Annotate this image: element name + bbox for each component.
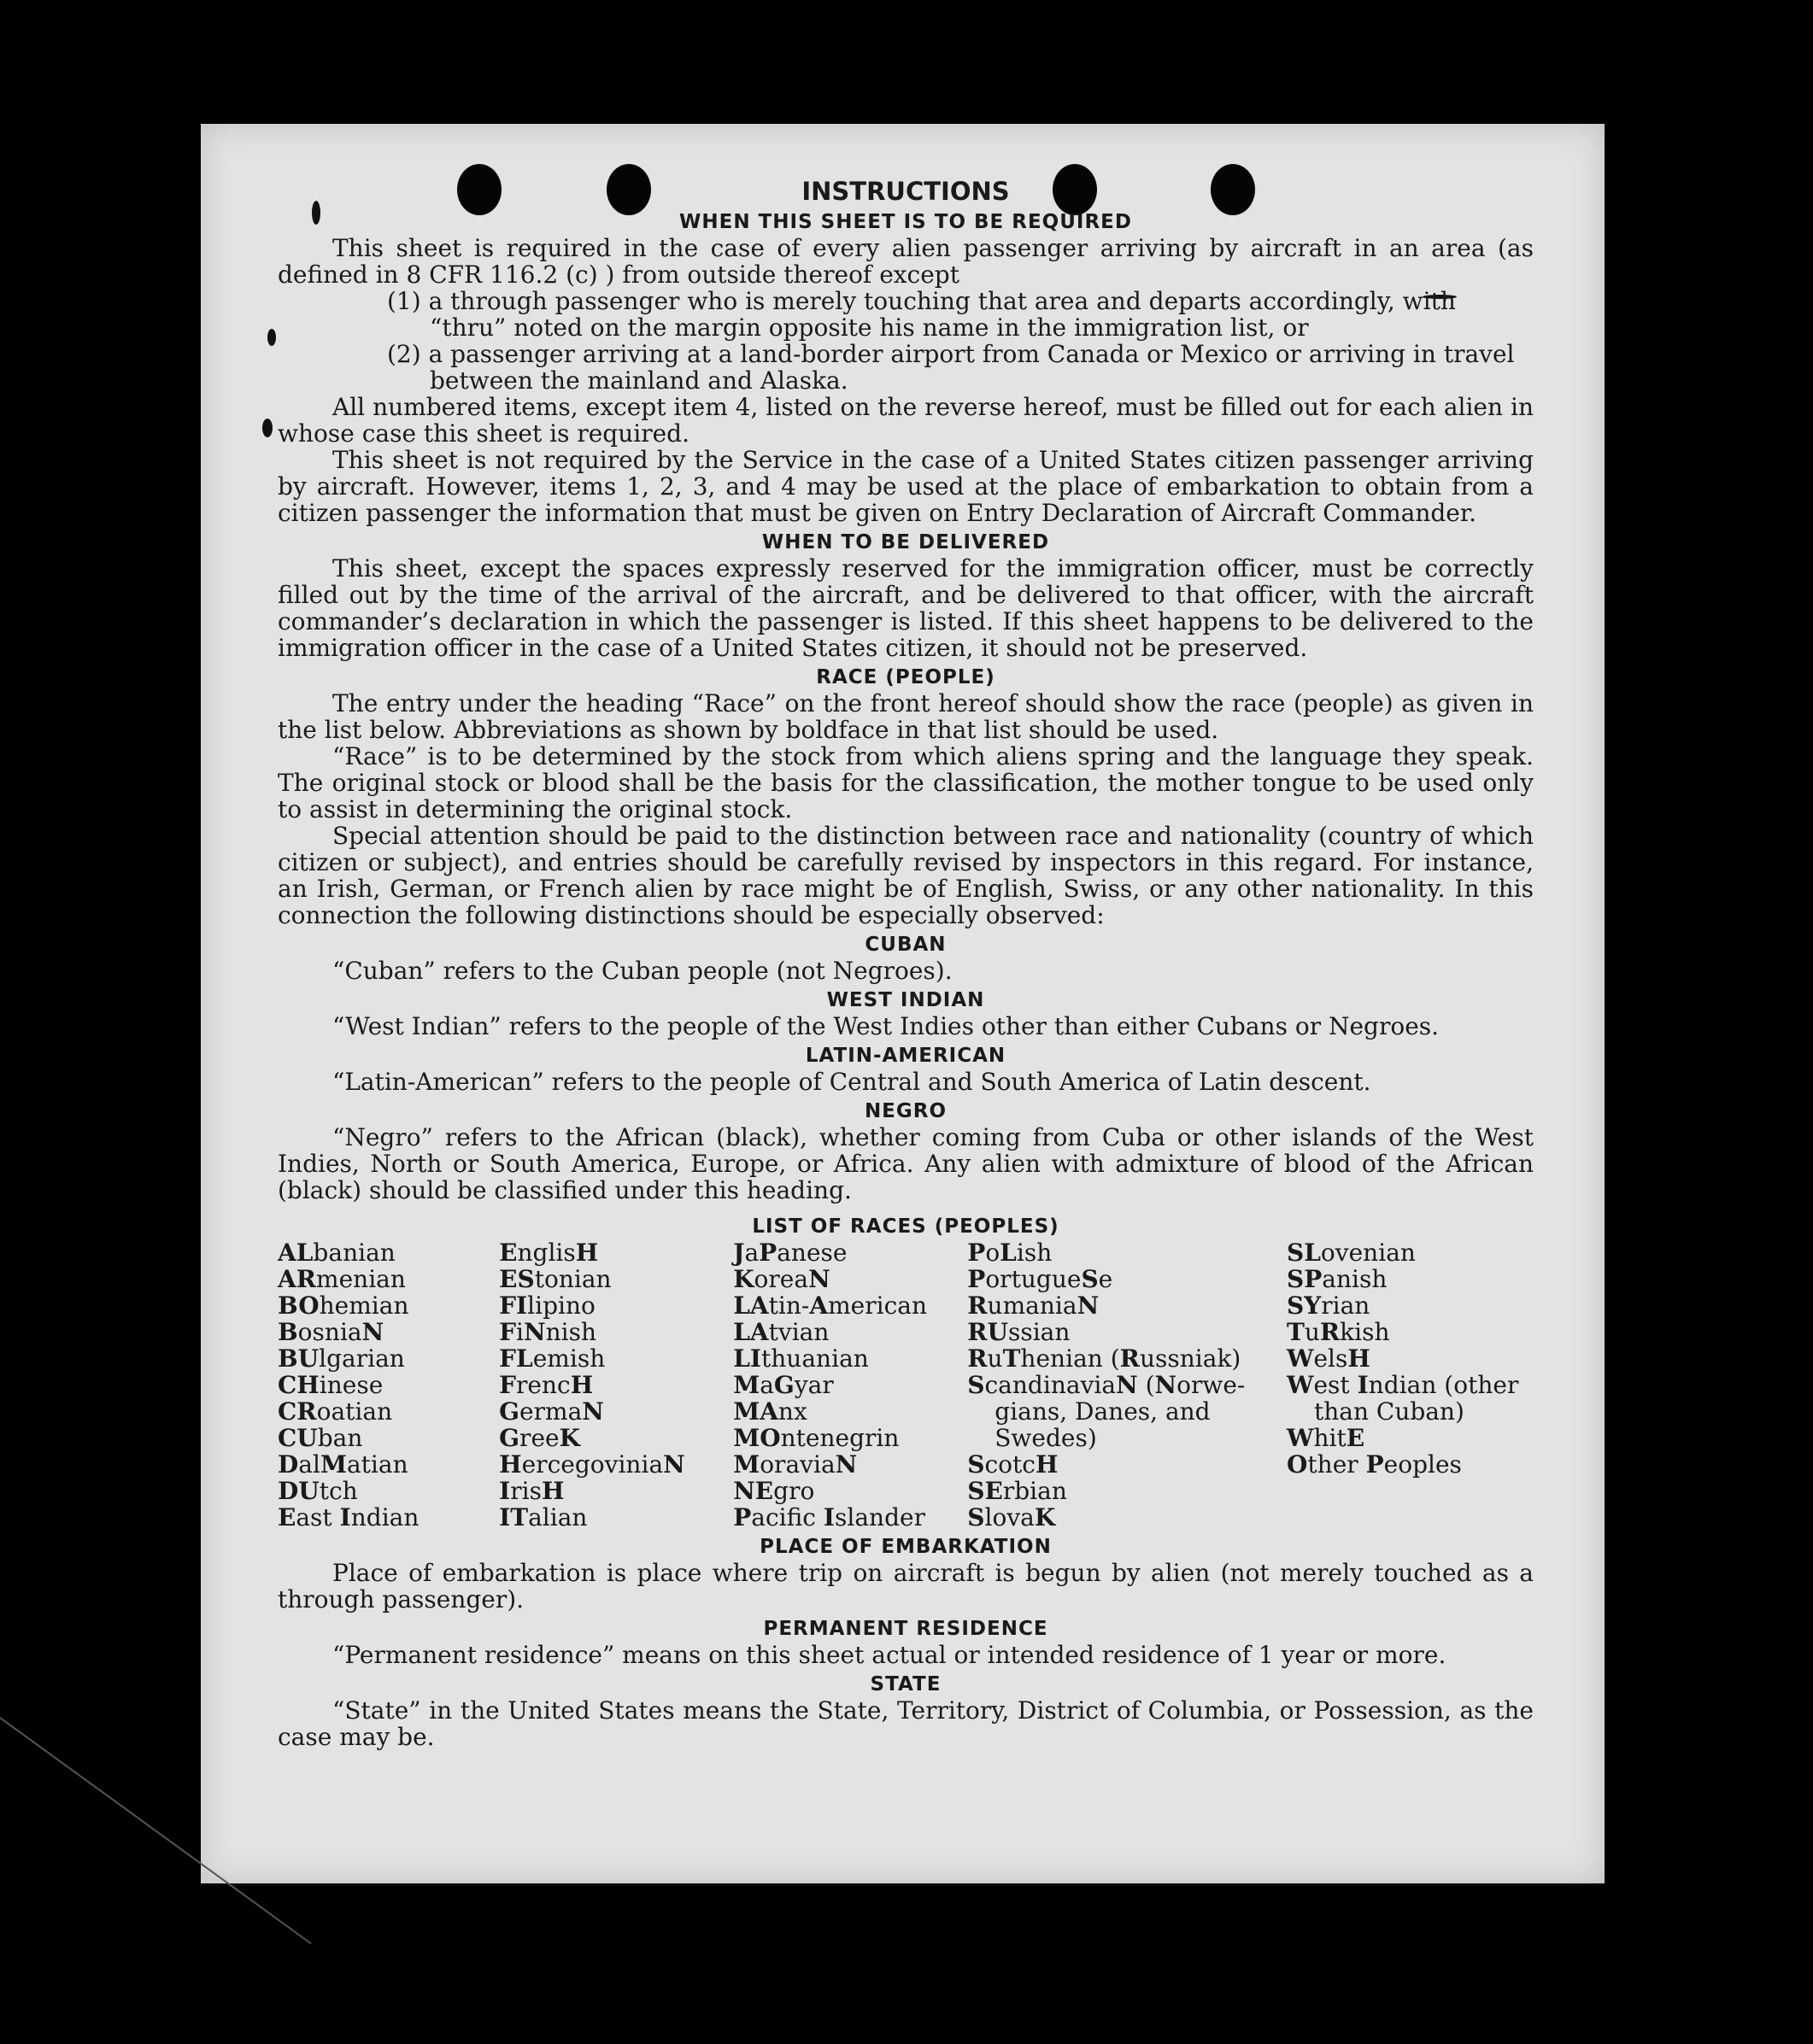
list-item: (1) a through passenger who is merely touching that area and departs accordingly, with “thru” noted on the margin opposite his name in the immigration list, or — [387, 287, 1456, 342]
race-entry: BUlgarian — [278, 1344, 405, 1373]
section-heading-race: RACE (PEOPLE) — [816, 666, 995, 688]
race-entry: BosniaN — [278, 1318, 384, 1346]
race-entry: Other Peoples — [1286, 1450, 1462, 1479]
race-entry: FLemish — [499, 1344, 606, 1373]
race-entry: BOhemian — [278, 1291, 409, 1320]
race-entry: GermaN — [499, 1397, 604, 1426]
paragraph: Place of embarkation is place where trip on aircraft is begun by alien (not merely touched as a through passenger). — [278, 1559, 1534, 1614]
race-entry: CUban — [278, 1424, 363, 1452]
race-entry: TuRkish — [1286, 1318, 1390, 1346]
paragraph: This sheet is not required by the Service in the case of a United States citizen passenger arriving by aircraft. However, items 1, 2, 3, and 4 may be used at the place of embarkation to obtain from a citizen passenger the information that must be given on Entry Declaration of Aircraft Commander. — [278, 446, 1534, 527]
race-entry: CHinese — [278, 1371, 384, 1399]
section-heading-negro: NEGRO — [864, 1100, 948, 1122]
race-entry: FrencH — [499, 1371, 594, 1399]
races-column — [733, 1239, 967, 1531]
race-entry: EnglisH — [499, 1239, 599, 1267]
race-entry: SYrian — [1286, 1291, 1370, 1320]
instructions-content — [278, 177, 1534, 1750]
race-entry: MoraviaN — [733, 1450, 858, 1479]
race-entry: WelsH — [1286, 1344, 1370, 1373]
race-entry: LAtin-American — [733, 1291, 928, 1320]
race-entry: ITalian — [499, 1503, 588, 1532]
race-entry: West Indian (other — [1286, 1371, 1519, 1399]
section-heading-list-of-races: LIST OF RACES (PEOPLES) — [752, 1215, 1059, 1238]
paragraph: All numbered items, except item 4, listed on the reverse hereof, must be filled out for each alien in whose case this sheet is required. — [278, 393, 1534, 448]
race-entry: SLovenian — [1286, 1239, 1416, 1267]
paragraph: The entry under the heading “Race” on the front hereof should show the race (people) as given in the list below. Abbreviations as shown by boldface in that list should be used. — [278, 689, 1534, 744]
race-entry: ScotcH — [967, 1450, 1059, 1479]
section-heading-cuban: CUBAN — [865, 934, 947, 956]
race-entry: PortugueSe — [967, 1265, 1113, 1293]
section-heading-delivered: WHEN TO BE DELIVERED — [761, 531, 1050, 553]
race-entry: ScandinaviaN (Norwe- — [967, 1371, 1246, 1399]
race-entry: IrisH — [499, 1477, 565, 1505]
paragraph: “Race” is to be determined by the stock from which aliens spring and the language they speak. The original stock or blood shall be the basis for the classification, the mother tongue to be used only to assist in determining the original stock. — [278, 742, 1534, 823]
paragraph: “Cuban” refers to the Cuban people (not Negroes). — [332, 957, 953, 985]
race-entry: LAtvian — [733, 1318, 830, 1346]
paragraph: Special attention should be paid to the distinction between race and nationality (country of which citizen or subject), and entries should be carefully revised by inspectors in this regard. For instance, an Irish, German, or French alien by race might be of English, Swiss, or any other nationality. In this connection the following distinctions should be especially observed: — [278, 822, 1534, 929]
paragraph: “Negro” refers to the African (black), whether coming from Cuba or other islands of the West Indies, North or South America, Europe, or Africa. Any alien with admixture of blood of the African (black) should be classified under this heading. — [278, 1123, 1534, 1204]
section-heading-state: STATE — [870, 1673, 942, 1696]
races-column — [499, 1239, 733, 1531]
paragraph: This sheet, except the spaces expressly reserved for the immigration officer, must be correctly filled out by the time of the arrival of the aircraft, and be delivered to that officer, with the aircraft commander’s declaration in which the passenger is listed. If this sheet happens to be delivered to the immigration officer in the case of a United States citizen, it should not be preserved. — [278, 554, 1534, 662]
races-list — [278, 1239, 1534, 1531]
ink-mark — [267, 329, 276, 346]
race-entry: than Cuban) — [1313, 1397, 1464, 1426]
race-entry: FIlipino — [499, 1291, 596, 1320]
document-page — [201, 124, 1605, 1883]
race-entry: gians, Danes, and — [995, 1397, 1211, 1426]
page-title: INSTRUCTIONS — [801, 177, 1010, 206]
ink-mark — [262, 419, 273, 437]
section-heading-embarkation: PLACE OF EMBARKATION — [760, 1536, 1052, 1558]
paragraph: “Latin-American” refers to the people of Central and South America of Latin descent. — [332, 1068, 1371, 1096]
race-entry: PoLish — [967, 1239, 1053, 1267]
race-entry: MOntenegrin — [733, 1424, 900, 1452]
race-entry: RUssian — [967, 1318, 1071, 1346]
race-entry: JaPanese — [733, 1239, 848, 1267]
race-entry: ARmenian — [278, 1265, 406, 1293]
race-entry: HercegoviniaN — [499, 1450, 685, 1479]
race-entry: RumaniaN — [967, 1291, 1100, 1320]
list-item: (2) a passenger arriving at a land-border airport from Canada or Mexico or arriving in travel between the mainland and Alaska. — [387, 340, 1515, 395]
race-entry: RuThenian (Russniak) — [967, 1344, 1241, 1373]
race-entry: MAnx — [733, 1397, 807, 1426]
race-entry: EStonian — [499, 1265, 612, 1293]
race-entry: ALbanian — [278, 1239, 396, 1267]
paragraph: “Permanent residence” means on this sheet actual or intended residence of 1 year or more. — [332, 1641, 1446, 1669]
race-entry: WhitE — [1286, 1424, 1365, 1452]
race-entry: Swedes) — [995, 1424, 1097, 1452]
section-heading-residence: PERMANENT RESIDENCE — [763, 1618, 1048, 1640]
races-column — [1287, 1239, 1534, 1531]
paragraph: “State” in the United States means the State, Territory, District of Columbia, or Possession, as the case may be. — [278, 1696, 1534, 1751]
race-entry: FiNnish — [499, 1318, 597, 1346]
race-entry: DUtch — [278, 1477, 358, 1505]
race-entry: Pacifc Islander — [733, 1503, 925, 1532]
race-entry: NEgro — [733, 1477, 815, 1505]
race-entry: MaGyar — [733, 1371, 834, 1399]
race-entry: LIthuanian — [733, 1344, 869, 1373]
race-entry: East Indian — [278, 1503, 420, 1532]
races-column — [967, 1239, 1287, 1531]
race-entry: GreeK — [499, 1424, 580, 1452]
paragraph: This sheet is required in the case of every alien passenger arriving by aircraft in an area (as defined in 8 CFR 116.2 (c) ) from outside thereof except — [278, 234, 1534, 289]
race-entry: SErbian — [967, 1477, 1067, 1505]
race-entry: CRoatian — [278, 1397, 393, 1426]
section-heading-latin-american: LATIN-AMERICAN — [805, 1045, 1006, 1067]
race-entry: DalMatian — [278, 1450, 408, 1479]
race-entry: SlovaK — [967, 1503, 1056, 1532]
race-entry: KoreaN — [733, 1265, 830, 1293]
races-column — [278, 1239, 499, 1531]
paragraph: “West Indian” refers to the people of the West Indies other than either Cubans or Negroes. — [332, 1012, 1440, 1040]
section-heading-west-indian: WEST INDIAN — [826, 989, 985, 1011]
race-entry: SPanish — [1286, 1265, 1388, 1293]
section-heading-required: WHEN THIS SHEET IS TO BE REQUIRED — [679, 211, 1132, 233]
